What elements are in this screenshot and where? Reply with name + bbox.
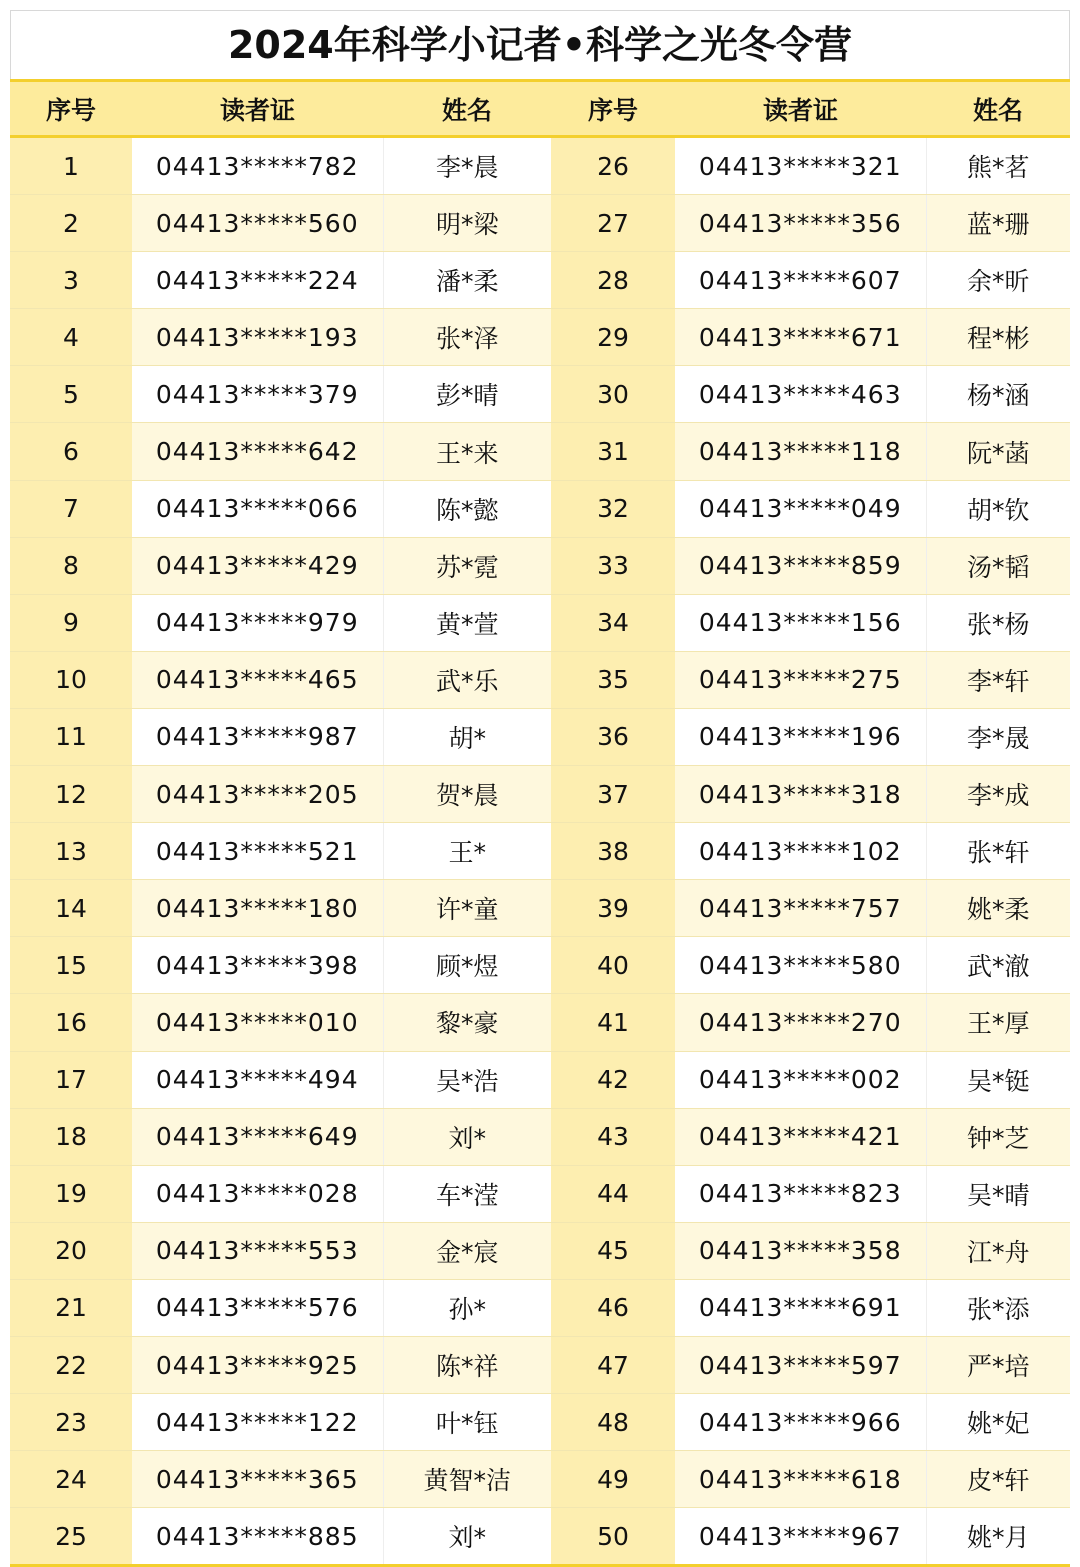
reader-card-cell: 04413*****494 [132, 1051, 383, 1108]
reader-card-cell: 04413*****196 [675, 708, 926, 765]
page-title: 2024年科学小记者•科学之光冬令营 [10, 10, 1070, 79]
reader-card-cell: 04413*****398 [132, 937, 383, 994]
reader-card-cell: 04413*****275 [675, 651, 926, 708]
reader-card-cell: 04413*****156 [675, 594, 926, 651]
serial-cell: 29 [551, 309, 675, 366]
table-row [10, 195, 1070, 252]
serial-cell: 14 [10, 880, 132, 937]
serial-cell: 32 [551, 480, 675, 537]
name-cell: 顾*煜 [383, 937, 551, 994]
roster-sheet [10, 10, 1070, 1567]
reader-card-cell: 04413*****180 [132, 880, 383, 937]
serial-cell: 45 [551, 1222, 675, 1279]
serial-cell: 30 [551, 366, 675, 423]
table-row [10, 1051, 1070, 1108]
reader-card-cell: 04413*****205 [132, 766, 383, 823]
serial-cell: 22 [10, 1336, 132, 1393]
name-cell: 程*彬 [926, 309, 1070, 366]
name-cell: 刘* [383, 1108, 551, 1165]
table-row [10, 651, 1070, 708]
name-cell: 苏*霓 [383, 537, 551, 594]
name-cell: 李*轩 [926, 651, 1070, 708]
reader-card-cell: 04413*****028 [132, 1165, 383, 1222]
reader-card-cell: 04413*****649 [132, 1108, 383, 1165]
serial-cell: 47 [551, 1336, 675, 1393]
serial-cell: 40 [551, 937, 675, 994]
reader-card-cell: 04413*****521 [132, 823, 383, 880]
reader-card-cell: 04413*****365 [132, 1451, 383, 1508]
name-cell: 陈*祥 [383, 1336, 551, 1393]
reader-card-cell: 04413*****618 [675, 1451, 926, 1508]
table-row [10, 137, 1070, 195]
serial-cell: 3 [10, 252, 132, 309]
name-cell: 王*厚 [926, 994, 1070, 1051]
table-row [10, 252, 1070, 309]
header-name-right: 姓名 [926, 81, 1070, 137]
reader-card-cell: 04413*****979 [132, 594, 383, 651]
name-cell: 叶*钰 [383, 1394, 551, 1451]
name-cell: 胡*钦 [926, 480, 1070, 537]
serial-cell: 34 [551, 594, 675, 651]
serial-cell: 49 [551, 1451, 675, 1508]
table-row [10, 708, 1070, 765]
serial-cell: 21 [10, 1279, 132, 1336]
name-cell: 张*杨 [926, 594, 1070, 651]
serial-cell: 31 [551, 423, 675, 480]
table-row [10, 823, 1070, 880]
serial-cell: 15 [10, 937, 132, 994]
reader-card-cell: 04413*****002 [675, 1051, 926, 1108]
roster-body [10, 137, 1070, 1566]
reader-card-cell: 04413*****270 [675, 994, 926, 1051]
reader-card-cell: 04413*****429 [132, 537, 383, 594]
reader-card-cell: 04413*****193 [132, 309, 383, 366]
table-row [10, 480, 1070, 537]
reader-card-cell: 04413*****118 [675, 423, 926, 480]
table-row [10, 366, 1070, 423]
serial-cell: 16 [10, 994, 132, 1051]
name-cell: 彭*晴 [383, 366, 551, 423]
table-row [10, 1394, 1070, 1451]
name-cell: 黄智*洁 [383, 1451, 551, 1508]
reader-card-cell: 04413*****691 [675, 1279, 926, 1336]
name-cell: 贺*晨 [383, 766, 551, 823]
reader-card-cell: 04413*****463 [675, 366, 926, 423]
reader-card-cell: 04413*****010 [132, 994, 383, 1051]
name-cell: 许*童 [383, 880, 551, 937]
reader-card-cell: 04413*****671 [675, 309, 926, 366]
reader-card-cell: 04413*****122 [132, 1394, 383, 1451]
reader-card-cell: 04413*****224 [132, 252, 383, 309]
reader-card-cell: 04413*****597 [675, 1336, 926, 1393]
table-row [10, 1108, 1070, 1165]
header-name-left: 姓名 [383, 81, 551, 137]
header-serial-left: 序号 [10, 81, 132, 137]
serial-cell: 35 [551, 651, 675, 708]
serial-cell: 19 [10, 1165, 132, 1222]
name-cell: 吴*浩 [383, 1051, 551, 1108]
reader-card-cell: 04413*****987 [132, 708, 383, 765]
reader-card-cell: 04413*****465 [132, 651, 383, 708]
reader-card-cell: 04413*****580 [675, 937, 926, 994]
serial-cell: 24 [10, 1451, 132, 1508]
serial-cell: 50 [551, 1508, 675, 1566]
reader-card-cell: 04413*****321 [675, 137, 926, 195]
header-reader-card-right: 读者证 [675, 81, 926, 137]
serial-cell: 48 [551, 1394, 675, 1451]
table-row [10, 937, 1070, 994]
table-row [10, 1279, 1070, 1336]
reader-card-cell: 04413*****049 [675, 480, 926, 537]
name-cell: 严*培 [926, 1336, 1070, 1393]
name-cell: 孙* [383, 1279, 551, 1336]
name-cell: 阮*菡 [926, 423, 1070, 480]
table-row [10, 537, 1070, 594]
reader-card-cell: 04413*****560 [132, 195, 383, 252]
reader-card-cell: 04413*****642 [132, 423, 383, 480]
name-cell: 汤*韬 [926, 537, 1070, 594]
header-serial-right: 序号 [551, 81, 675, 137]
serial-cell: 9 [10, 594, 132, 651]
reader-card-cell: 04413*****318 [675, 766, 926, 823]
serial-cell: 36 [551, 708, 675, 765]
serial-cell: 38 [551, 823, 675, 880]
name-cell: 蓝*珊 [926, 195, 1070, 252]
reader-card-cell: 04413*****421 [675, 1108, 926, 1165]
name-cell: 武*乐 [383, 651, 551, 708]
serial-cell: 18 [10, 1108, 132, 1165]
name-cell: 姚*柔 [926, 880, 1070, 937]
serial-cell: 13 [10, 823, 132, 880]
table-row [10, 766, 1070, 823]
table-row [10, 594, 1070, 651]
name-cell: 熊*茗 [926, 137, 1070, 195]
serial-cell: 46 [551, 1279, 675, 1336]
serial-cell: 39 [551, 880, 675, 937]
name-cell: 姚*妃 [926, 1394, 1070, 1451]
reader-card-cell: 04413*****859 [675, 537, 926, 594]
name-cell: 姚*月 [926, 1508, 1070, 1566]
reader-card-cell: 04413*****967 [675, 1508, 926, 1566]
header-row [10, 81, 1070, 137]
serial-cell: 17 [10, 1051, 132, 1108]
serial-cell: 41 [551, 994, 675, 1051]
reader-card-cell: 04413*****553 [132, 1222, 383, 1279]
name-cell: 李*成 [926, 766, 1070, 823]
serial-cell: 4 [10, 309, 132, 366]
serial-cell: 44 [551, 1165, 675, 1222]
table-row [10, 1451, 1070, 1508]
reader-card-cell: 04413*****102 [675, 823, 926, 880]
name-cell: 刘* [383, 1508, 551, 1566]
table-row [10, 1336, 1070, 1393]
serial-cell: 10 [10, 651, 132, 708]
serial-cell: 37 [551, 766, 675, 823]
serial-cell: 33 [551, 537, 675, 594]
serial-cell: 2 [10, 195, 132, 252]
name-cell: 胡* [383, 708, 551, 765]
reader-card-cell: 04413*****885 [132, 1508, 383, 1566]
serial-cell: 25 [10, 1508, 132, 1566]
serial-cell: 11 [10, 708, 132, 765]
name-cell: 钟*芝 [926, 1108, 1070, 1165]
reader-card-cell: 04413*****379 [132, 366, 383, 423]
name-cell: 吴*铤 [926, 1051, 1070, 1108]
serial-cell: 23 [10, 1394, 132, 1451]
name-cell: 王* [383, 823, 551, 880]
table-row [10, 1165, 1070, 1222]
reader-card-cell: 04413*****358 [675, 1222, 926, 1279]
serial-cell: 26 [551, 137, 675, 195]
serial-cell: 42 [551, 1051, 675, 1108]
serial-cell: 1 [10, 137, 132, 195]
table-row [10, 423, 1070, 480]
name-cell: 陈*懿 [383, 480, 551, 537]
name-cell: 黎*豪 [383, 994, 551, 1051]
reader-card-cell: 04413*****823 [675, 1165, 926, 1222]
name-cell: 李*晟 [926, 708, 1070, 765]
name-cell: 张*添 [926, 1279, 1070, 1336]
serial-cell: 43 [551, 1108, 675, 1165]
serial-cell: 27 [551, 195, 675, 252]
name-cell: 潘*柔 [383, 252, 551, 309]
reader-card-cell: 04413*****925 [132, 1336, 383, 1393]
name-cell: 余*昕 [926, 252, 1070, 309]
name-cell: 江*舟 [926, 1222, 1070, 1279]
name-cell: 金*宸 [383, 1222, 551, 1279]
name-cell: 杨*涵 [926, 366, 1070, 423]
table-row [10, 994, 1070, 1051]
table-row [10, 1508, 1070, 1566]
reader-card-cell: 04413*****966 [675, 1394, 926, 1451]
name-cell: 吴*晴 [926, 1165, 1070, 1222]
serial-cell: 5 [10, 366, 132, 423]
reader-card-cell: 04413*****356 [675, 195, 926, 252]
name-cell: 李*晨 [383, 137, 551, 195]
serial-cell: 20 [10, 1222, 132, 1279]
serial-cell: 7 [10, 480, 132, 537]
name-cell: 皮*轩 [926, 1451, 1070, 1508]
name-cell: 明*梁 [383, 195, 551, 252]
serial-cell: 8 [10, 537, 132, 594]
name-cell: 王*来 [383, 423, 551, 480]
reader-card-cell: 04413*****576 [132, 1279, 383, 1336]
reader-card-cell: 04413*****782 [132, 137, 383, 195]
reader-card-cell: 04413*****066 [132, 480, 383, 537]
name-cell: 黄*萱 [383, 594, 551, 651]
name-cell: 张*泽 [383, 309, 551, 366]
reader-card-cell: 04413*****607 [675, 252, 926, 309]
serial-cell: 28 [551, 252, 675, 309]
table-row [10, 880, 1070, 937]
serial-cell: 12 [10, 766, 132, 823]
name-cell: 张*轩 [926, 823, 1070, 880]
serial-cell: 6 [10, 423, 132, 480]
table-row [10, 309, 1070, 366]
reader-card-cell: 04413*****757 [675, 880, 926, 937]
header-reader-card-left: 读者证 [132, 81, 383, 137]
roster-table [10, 79, 1070, 1567]
name-cell: 车*滢 [383, 1165, 551, 1222]
name-cell: 武*澈 [926, 937, 1070, 994]
table-row [10, 1222, 1070, 1279]
